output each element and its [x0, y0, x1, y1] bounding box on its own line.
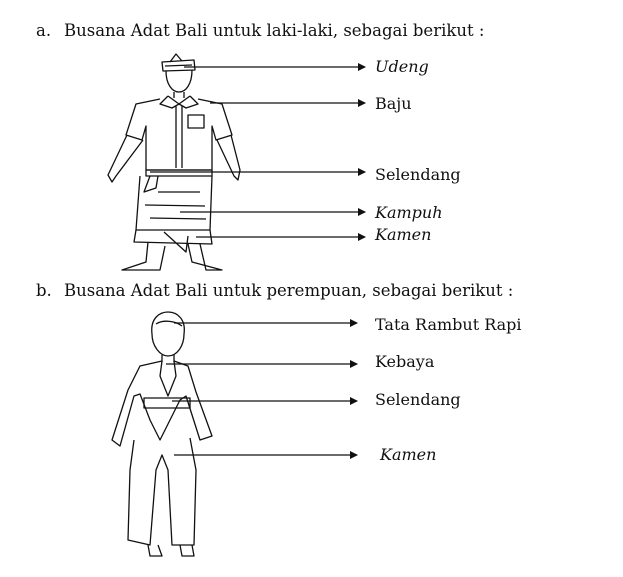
label-kamen-a: Kamen	[375, 225, 432, 244]
section-b-title: Busana Adat Bali untuk perempuan, sebagai berikut :	[64, 281, 514, 300]
female-figure	[112, 312, 212, 556]
section-b-marker: b.	[36, 281, 52, 300]
label-selendang-b: Selendang	[375, 390, 461, 409]
label-selendang-a: Selendang	[375, 165, 461, 184]
section-a-marker: a.	[36, 21, 52, 40]
label-udeng: Udeng	[375, 57, 429, 76]
label-kampuh: Kampuh	[375, 203, 443, 222]
section-a-title: Busana Adat Bali untuk laki-laki, sebagai berikut :	[64, 21, 485, 40]
label-kamen-b: Kamen	[380, 445, 437, 464]
label-kebaya: Kebaya	[375, 352, 435, 371]
label-tata-rambut: Tata Rambut Rapi	[375, 315, 522, 334]
label-baju: Baju	[375, 94, 412, 113]
